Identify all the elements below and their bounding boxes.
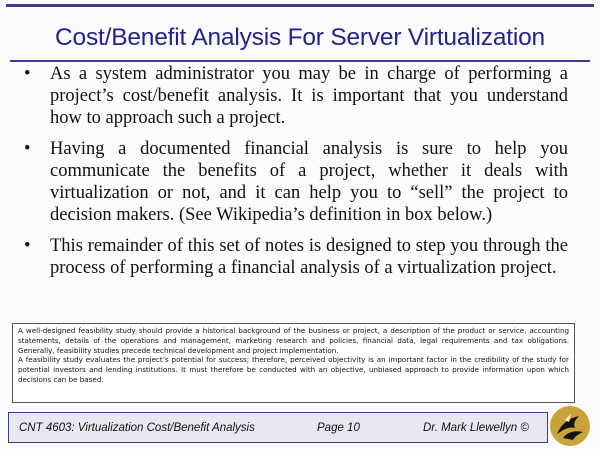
footer-page-number: Page 10 <box>317 422 360 434</box>
bullet-list <box>24 63 568 288</box>
top-rule <box>6 4 594 7</box>
footer-course: CNT 4603: Virtualization Cost/Benefit Analysis <box>19 422 255 434</box>
bullet-text: Having a documented financial analysis is sure to help you communicate the benefits of a project, whether it deals with virtualization or not, and it can help you to “sell” the project to decision makers. (See Wikipedia’s definition in box below.) <box>50 139 568 225</box>
wikipedia-definition-box <box>12 323 575 403</box>
definition-paragraph: A feasibility study evaluates the project’s potential for success; therefore, perceived objectivity is an important factor in the credibility of the study for potential investors and lending institutions. It must therefore be conducted with an objective, unbiased approach to provide information upon which decisions can be based. <box>18 355 569 384</box>
title-divider <box>10 60 590 62</box>
bullet-marker: • <box>24 64 31 84</box>
footer-bar <box>8 412 548 443</box>
bullet-marker: • <box>24 236 31 256</box>
slide-title: Cost/Benefit Analysis For Server Virtualization <box>55 24 545 51</box>
footer-author: Dr. Mark Llewellyn © <box>423 422 529 434</box>
definition-paragraph: A well-designed feasibility study should provide a historical background of the business or project, a description of the product or service, accounting statements, details of the operations and management, marketing research and policies, financial data, legal requirements and tax obligations. Generally, feasibility studies precede technical development and project implementation. <box>18 326 569 355</box>
bullet-text: This remainder of this set of notes is designed to step you through the process of performing a financial analysis of a virtualization project. <box>50 236 568 278</box>
pegasus-logo-icon <box>545 404 595 448</box>
bullet-item <box>24 235 568 279</box>
bullet-item <box>24 63 568 129</box>
bullet-marker: • <box>24 139 31 159</box>
bullet-text: As a system administrator you may be in charge of performing a project’s cost/benefit analysis. It is important that you understand how to approach such a project. <box>50 64 568 128</box>
bullet-item <box>24 138 568 226</box>
